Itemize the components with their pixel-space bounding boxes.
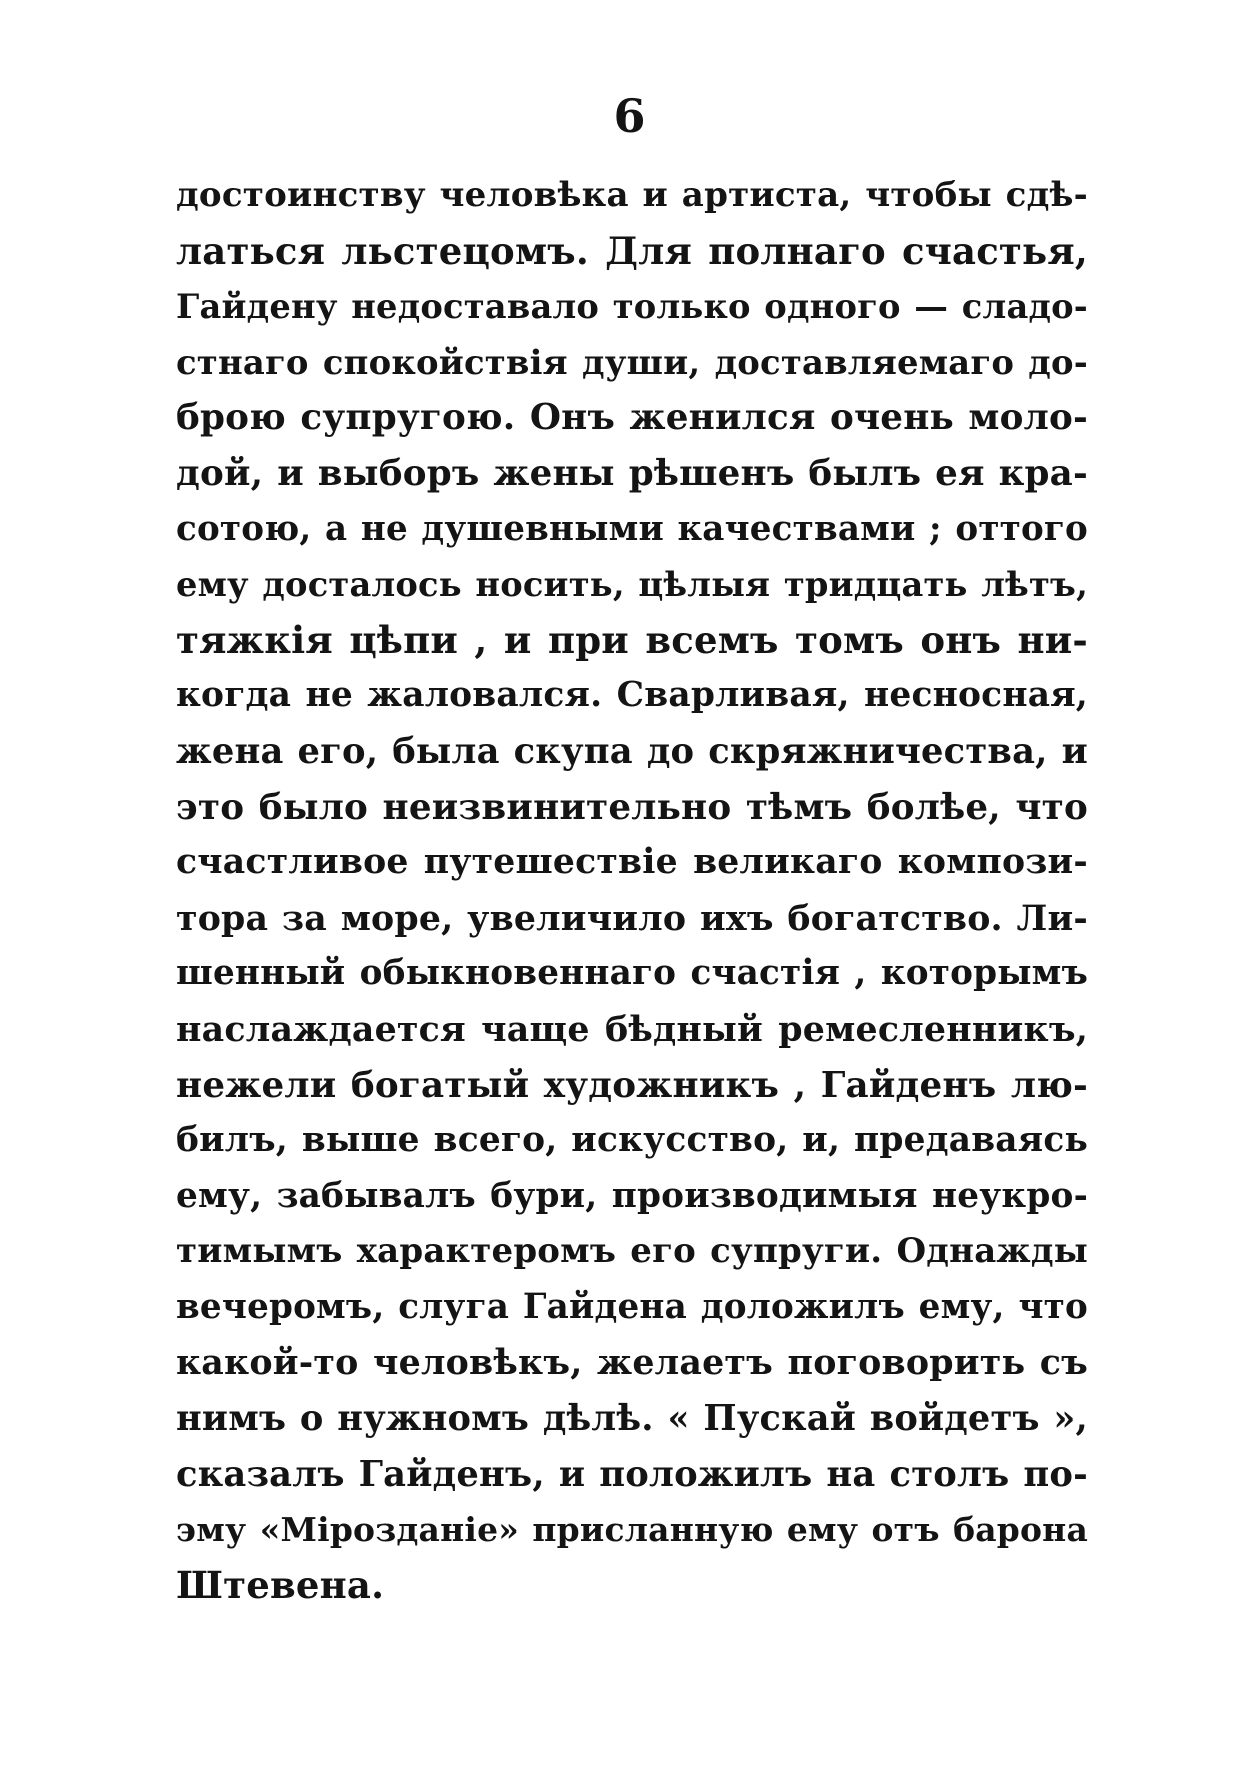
text-line: ему досталось носить, цѣлыя тридцать лѣтъ,: [176, 564, 1088, 605]
text-line: тяжкія цѣпи , и при всемъ томъ онъ ни-: [176, 617, 1088, 662]
text-line: ему, забывалъ бури, производимыя неукро-: [176, 1175, 1088, 1216]
text-line: нимъ о нужномъ дѣлѣ. « Пускай войдетъ »,: [176, 1398, 1088, 1440]
text-line: сказалъ Гайденъ, и положилъ на столъ по-: [176, 1453, 1088, 1495]
text-line: билъ, выше всего, искусство, и, предаваясь: [176, 1120, 1088, 1161]
text-line: тимымъ характеромъ его супруги. Однажды: [176, 1231, 1088, 1272]
text-line: тора за море, увеличило ихъ богатство. Ли-: [176, 897, 1088, 939]
text-line: брою супругою. Онъ женился очень моло-: [176, 396, 1088, 439]
text-line: когда не жаловался. Сварливая, несносная,: [176, 675, 1088, 716]
text-line: это было неизвинительно тѣмъ болѣе, что: [176, 785, 1088, 828]
text-line: латься льстецомъ. Для полнаго счастья,: [176, 228, 1088, 273]
text-line: сотою, а не душевными качествами ; оттого: [176, 508, 1088, 549]
text-line: шенный обыкновеннаго счастія , которымъ: [176, 953, 1088, 994]
text-line: нежели богатый художникъ , Гайденъ лю-: [176, 1063, 1088, 1106]
text-line: достоинству человѣка и артиста, чтобы сдѣ-: [176, 175, 1088, 215]
page-number: 6: [613, 89, 646, 143]
text-line: эму «Мірозданіе» присланную ему отъ барона: [176, 1510, 1088, 1550]
text-line: Штевена.: [176, 1562, 385, 1607]
text-line: жена его, была скупа до скряжничества, и: [176, 730, 1088, 772]
text-line: дой, и выборъ жены рѣшенъ былъ ея кра-: [176, 451, 1088, 494]
text-line: наслаждается чаще бѣдный ремесленникъ,: [176, 1008, 1088, 1050]
text-line: Гайдену недоставало только одного — сладо-: [176, 286, 1088, 327]
text-line: вечеромъ, слуга Гайдена доложилъ ему, что: [176, 1286, 1088, 1327]
body-text: [176, 168, 1088, 1613]
text-line: счастливое путешествіе великаго компози-: [176, 842, 1088, 883]
text-line: стнаго спокойствія души, доставляемаго до-: [176, 341, 1088, 382]
text-line: какой-то человѣкъ, желаетъ поговорить съ: [176, 1342, 1088, 1384]
